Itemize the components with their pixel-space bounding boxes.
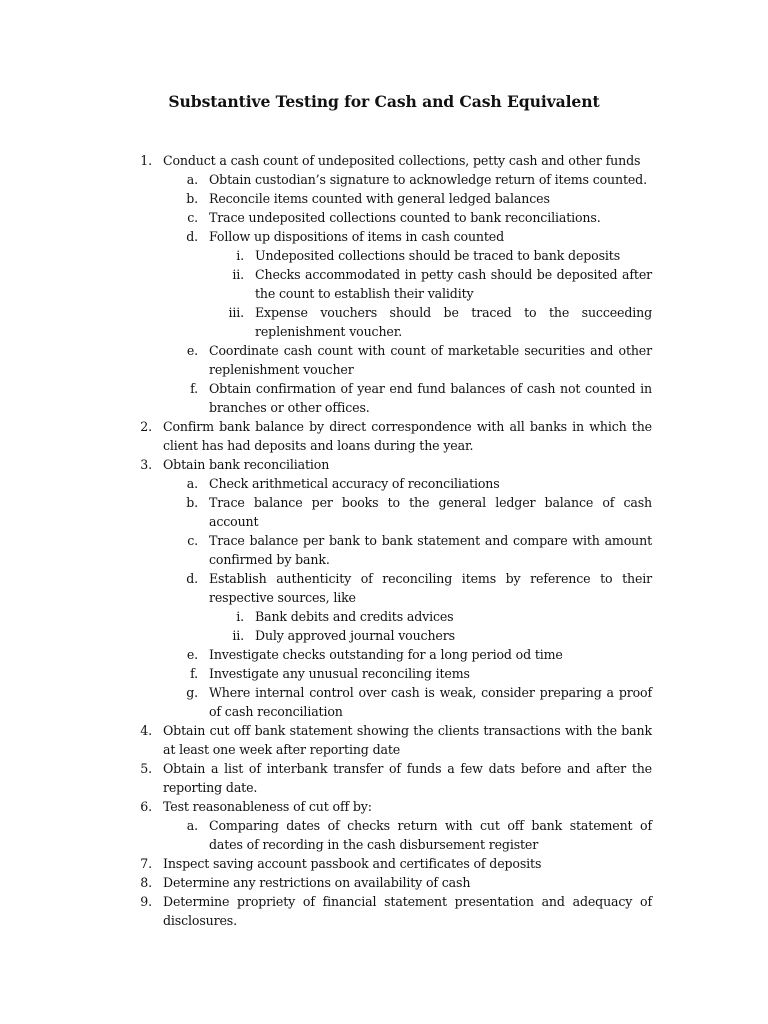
document-title: Substantive Testing for Cash and Cash Equivalent — [168, 92, 600, 111]
list-item-level-2 — [118, 664, 652, 683]
list-item-text: Comparing dates of checks return with cut off bank statement of dates of recording in the cash disbursement register — [209, 818, 652, 852]
list-marker: g. — [186, 685, 198, 700]
list-marker: b. — [186, 495, 198, 510]
list-marker: e. — [186, 343, 198, 358]
list-marker: ii. — [232, 628, 244, 643]
list-item-level-2 — [118, 645, 652, 664]
list-item-level-1 — [118, 455, 652, 474]
list-item-text: Reconcile items counted with general ledged balances — [209, 191, 550, 206]
list-item-text: Inspect saving account passbook and certificates of deposits — [163, 856, 542, 871]
list-item-level-2 — [118, 569, 652, 607]
list-marker: b. — [186, 191, 198, 206]
list-marker: i. — [236, 609, 244, 624]
list-marker: a. — [186, 172, 198, 187]
list-item-level-3 — [118, 626, 652, 645]
list-marker: f. — [190, 381, 198, 396]
list-marker: c. — [187, 533, 198, 548]
list-item-text: Coordinate cash count with count of marketable securities and other replenishment voucher — [209, 343, 652, 377]
list-marker: e. — [186, 647, 198, 662]
list-item-level-2 — [118, 379, 652, 417]
list-item-level-2 — [118, 493, 652, 531]
list-marker: 8. — [140, 875, 152, 890]
list-item-level-1 — [118, 721, 652, 759]
list-item-text: Bank debits and credits advices — [255, 609, 454, 624]
list-item-text: Investigate any unusual reconciling items — [209, 666, 470, 681]
list-marker: d. — [186, 571, 198, 586]
list-item-text: Obtain confirmation of year end fund balances of cash not counted in branches or other offices. — [209, 381, 652, 415]
list-item-text: Obtain bank reconciliation — [163, 457, 330, 472]
list-item-text: Determine any restrictions on availability of cash — [163, 875, 471, 890]
list-item-level-2 — [118, 683, 652, 721]
list-item-text: Check arithmetical accuracy of reconciliations — [209, 476, 500, 491]
list-item-level-3 — [118, 303, 652, 341]
list-item-level-2 — [118, 531, 652, 569]
list-item-text: Conduct a cash count of undeposited collections, petty cash and other funds — [163, 153, 641, 168]
list-marker: a. — [186, 476, 198, 491]
list-item-level-2 — [118, 816, 652, 854]
list-marker: 1. — [140, 153, 152, 168]
list-marker: d. — [186, 229, 198, 244]
procedure-list — [118, 151, 652, 930]
list-item-text: Trace balance per bank to bank statement and compare with amount confirmed by bank. — [209, 533, 652, 567]
list-item-text: Test reasonableness of cut off by: — [163, 799, 372, 814]
list-marker: f. — [190, 666, 198, 681]
list-item-level-1 — [118, 151, 652, 170]
list-item-level-1 — [118, 854, 652, 873]
list-item-level-1 — [118, 892, 652, 930]
list-item-text: Checks accommodated in petty cash should be deposited after the count to establish their validity — [255, 267, 652, 301]
list-item-text: Trace balance per books to the general ledger balance of cash account — [209, 495, 652, 529]
list-marker: 3. — [140, 457, 152, 472]
list-item-level-2 — [118, 341, 652, 379]
list-item-text: Expense vouchers should be traced to the succeeding replenishment voucher. — [255, 305, 652, 339]
list-marker: 5. — [140, 761, 152, 776]
list-item-level-2 — [118, 170, 652, 189]
list-item-level-2 — [118, 189, 652, 208]
list-item-level-3 — [118, 246, 652, 265]
list-item-text: Trace undeposited collections counted to bank reconciliations. — [209, 210, 601, 225]
list-marker: 4. — [140, 723, 152, 738]
list-item-text: Undeposited collections should be traced to bank deposits — [255, 248, 621, 263]
list-item-text: Duly approved journal vouchers — [255, 628, 455, 643]
list-item-level-3 — [118, 607, 652, 626]
list-item-level-1 — [118, 759, 652, 797]
list-marker: ii. — [232, 267, 244, 282]
list-item-text: Establish authenticity of reconciling items by reference to their respective sources, like — [209, 571, 652, 605]
list-item-text: Obtain custodian’s signature to acknowledge return of items counted. — [209, 172, 647, 187]
list-item-text: Follow up dispositions of items in cash counted — [209, 229, 505, 244]
list-marker: 7. — [140, 856, 152, 871]
list-marker: a. — [186, 818, 198, 833]
list-item-text: Obtain a list of interbank transfer of funds a few dats before and after the reporting date. — [163, 761, 652, 795]
list-item-text: Confirm bank balance by direct correspondence with all banks in which the client has had deposits and loans during the year. — [163, 419, 652, 453]
list-marker: 9. — [140, 894, 152, 909]
list-item-level-2 — [118, 474, 652, 493]
list-item-text: Where internal control over cash is weak, consider preparing a proof of cash reconciliation — [209, 685, 652, 719]
list-item-level-1 — [118, 873, 652, 892]
list-marker: 2. — [140, 419, 152, 434]
list-marker: 6. — [140, 799, 152, 814]
list-item-text: Determine propriety of financial statement presentation and adequacy of disclosures. — [163, 894, 652, 928]
list-item-level-3 — [118, 265, 652, 303]
list-item-level-2 — [118, 208, 652, 227]
list-item-text: Obtain cut off bank statement showing the clients transactions with the bank at least one week after reporting date — [163, 723, 652, 757]
list-item-level-1 — [118, 797, 652, 816]
list-item-level-1 — [118, 417, 652, 455]
list-item-level-2 — [118, 227, 652, 246]
list-marker: iii. — [228, 305, 244, 320]
list-marker: c. — [187, 210, 198, 225]
list-item-text: Investigate checks outstanding for a long period od time — [209, 647, 563, 662]
list-marker: i. — [236, 248, 244, 263]
